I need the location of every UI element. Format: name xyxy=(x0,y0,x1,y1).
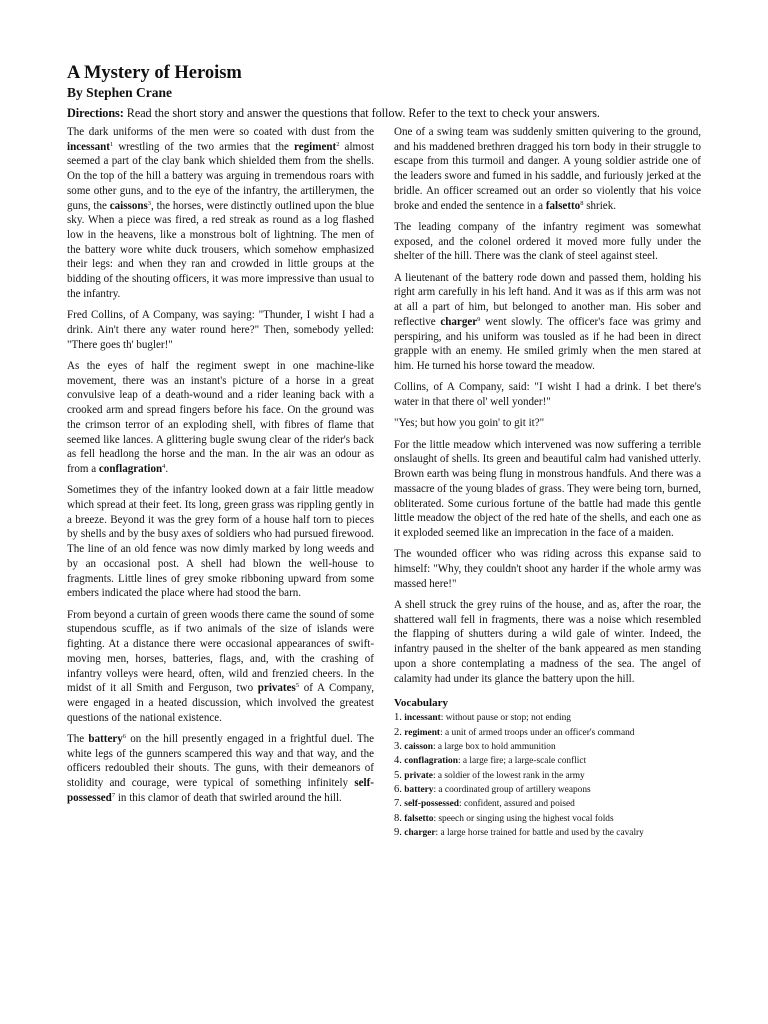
paragraph-text: As the eyes of half the regiment swept in one machine-like movement, there was an instant's picture of a horse in a great convulsive leap of a death-wound and a rider leaning back with a crooked arm and spread fingers before his face. On the ground was the crimson terror of an exploding shell, with fibres of flame that seemed like lances. A glittering bugle swung clear of the rider's back as fell headlong the horse and the man. In the air was an odour as from a xyxy=(67,359,374,475)
story-paragraph xyxy=(67,359,374,477)
vocabulary-word: incessant xyxy=(404,713,441,724)
vocabulary-number: 6. xyxy=(394,784,402,796)
vocabulary-number: 3. xyxy=(394,741,402,752)
story-paragraph xyxy=(394,598,701,686)
vocabulary-list xyxy=(394,711,701,840)
paragraph-text: A shell struck the grey ruins of the house, and as, after the roar, the shattered wall fell in fragments, there was a noise which resembled the flapping of shutters during a wild gale of winter. Indeed, the infantry paused in the shelter of the bank appeared as men standing upon a shore contemplating a madness of the sea. The angel of calamity had under its glance the battery upon the hill. xyxy=(394,599,701,685)
right-column xyxy=(394,125,701,840)
vocabulary-item xyxy=(394,826,701,840)
footnote-marker: 8 xyxy=(580,199,584,207)
directions xyxy=(67,105,701,121)
vocabulary-word: battery xyxy=(404,785,434,796)
vocabulary-item xyxy=(394,726,701,740)
footnote-marker: 1 xyxy=(109,140,114,148)
paragraph-text: From beyond a curtain of green woods there came the sound of some stupendous scuffle, as if two animals of the size of islands were fighting. At a distance there were occasional appearances of swift-moving men, horses, batteries, flags, and, with the crashing of infantry volleys were heard, often, wild and frenzied cheers. In the midst of it all Smith and Ferguson, two xyxy=(67,608,374,695)
vocabulary-term: conflagration xyxy=(98,463,163,475)
vocabulary-definition: : without pause or stop; not ending xyxy=(440,713,571,724)
story-author: By Stephen Crane xyxy=(67,85,173,100)
vocabulary-word: regiment xyxy=(404,727,441,738)
vocabulary-definition: : a large fire; a large-scale conflict xyxy=(457,756,587,767)
vocabulary-definition: : speech or singing using the highest vocal folds xyxy=(433,813,614,824)
vocabulary-word: self-possessed xyxy=(404,799,459,810)
vocabulary-title: Vocabulary xyxy=(394,697,448,710)
paragraph-text: A lieutenant of the battery rode down and passed them, holding his right arm carefully in his left hand. And it was as if this arm was not at all a part of him, but belonged to another man. His sober and reflective xyxy=(394,271,701,328)
vocabulary-number: 7. xyxy=(394,798,402,810)
vocabulary-term: privates xyxy=(257,682,296,695)
vocabulary-item xyxy=(394,783,701,797)
vocabulary-number: 1. xyxy=(394,712,402,724)
paragraph-text: The dark uniforms of the men were so coated with dust from the xyxy=(67,126,374,138)
story-columns xyxy=(67,125,701,840)
right-column-paragraphs xyxy=(394,125,701,686)
story-paragraph xyxy=(394,271,701,374)
vocabulary-term: caissons xyxy=(109,199,148,212)
paragraph-text: The leading company of the infantry regiment was somewhat exposed, and the colonel ordered it moved more fully under the shelter of the hill. There was the clank of steel against steel. xyxy=(394,220,701,263)
story-paragraph xyxy=(394,380,701,409)
vocabulary-number: 4. xyxy=(394,755,402,767)
paragraph-text: . xyxy=(165,463,169,475)
paragraph-text: shriek. xyxy=(583,199,616,212)
vocabulary-item xyxy=(394,711,701,725)
vocabulary-word: private xyxy=(404,770,433,781)
vocabulary-term: falsetto xyxy=(545,199,581,212)
story-paragraph xyxy=(67,308,374,352)
paragraph-text: The xyxy=(67,733,89,745)
footnote-marker: 2 xyxy=(336,140,340,148)
vocabulary-item xyxy=(394,812,701,826)
footnote-marker: 7 xyxy=(111,791,116,799)
vocabulary-definition: : a large horse trained for battle and used by the cavalry xyxy=(435,828,644,839)
paragraph-text: One of a swing team was suddenly smitten quivering to the ground, and his maddened brethren dragged his torn body in their struggle to escape from this turmoil and danger. A young soldier astride one of the leaders swore and fumed in his saddle, and furiously jerked at the bridle. An officer screamed out an order so violently that his voice broke and ended the sentence in a xyxy=(394,126,701,212)
story-paragraph xyxy=(67,125,374,302)
story-paragraph xyxy=(67,483,374,601)
vocabulary-term: charger xyxy=(440,315,478,328)
directions-text: Read the short story and answer the questions that follow. Refer to the text to check your answers. xyxy=(123,106,600,120)
paragraph-text: almost seemed a part of the clay bank which shielded them from the shells. On the top of the hill a battery was arguing in tremendous roars with some other guns, and to the eye of the infantry, the artillerymen, the guns, the xyxy=(67,140,375,212)
vocabulary-word: caisson xyxy=(404,742,433,752)
paragraph-text: "Yes; but how you goin' to git it?" xyxy=(394,417,545,430)
vocabulary-number: 5. xyxy=(394,769,402,781)
vocabulary-number: 9. xyxy=(394,827,402,839)
vocabulary-section xyxy=(394,696,701,840)
vocabulary-number: 8. xyxy=(394,812,402,824)
paragraph-text: in this clamor of death that swirled around the hill. xyxy=(115,791,342,804)
vocabulary-item xyxy=(394,754,701,768)
vocabulary-definition: : a coordinated group of artillery weapons xyxy=(433,785,591,796)
vocabulary-word: charger xyxy=(404,828,436,839)
paragraph-text: The wounded officer who was riding across this expanse said to himself: "Why, they couldn't shoot any harder if the whole army was massed here!" xyxy=(394,548,701,590)
vocabulary-definition: : a unit of armed troops under an officer's command xyxy=(440,727,635,738)
footnote-marker: 4 xyxy=(162,463,166,470)
vocabulary-definition: : a large box to hold ammunition xyxy=(432,742,556,752)
vocabulary-item xyxy=(394,769,701,783)
left-column xyxy=(67,125,374,840)
worksheet-page xyxy=(67,62,701,840)
footnote-marker: 9 xyxy=(477,315,481,323)
story-paragraph xyxy=(394,220,701,264)
paragraph-text: For the little meadow which intervened was now suffering a terrible onslaught of shells. Its green and beautiful calm had vanished utterly. Brown earth was being flung in monstrous handfuls. And there was a massacre of the young blades of grass. They were being torn, burned, obliterated. Some curious fortune of the battle had made this gentle little meadow the object of the red hate of the shells, and each one as it exploded seemed like an imprecation in the face of a maiden. xyxy=(394,438,701,539)
story-paragraph xyxy=(394,438,701,541)
paragraph-text: on the hill presently engaged in a frightful duel. The white legs of the gunners scampered this way and that way, and the officers redoubled their shouts. The guns, with their demeanors of stolidity and courage, were typical of something infinitely xyxy=(67,733,374,790)
vocabulary-number: 2. xyxy=(394,726,402,738)
story-paragraph xyxy=(67,608,374,726)
footnote-marker: 5 xyxy=(295,682,300,690)
story-paragraph xyxy=(67,732,374,806)
vocabulary-term: battery xyxy=(88,733,123,745)
vocabulary-word: falsetto xyxy=(404,813,434,824)
story-paragraph xyxy=(394,547,701,591)
directions-label: Directions: xyxy=(67,106,124,120)
story-paragraph xyxy=(394,416,701,431)
paragraph-text: went slowly. The officer's face was grimy and perspiring, and his uniform was tousled as if he had been in direct grapple with an enemy. He smiled grimly when the men stared at him. He turned his horse toward the meadow. xyxy=(394,315,701,372)
vocabulary-item xyxy=(394,740,701,754)
vocabulary-definition: : confident, assured and poised xyxy=(459,799,575,810)
footnote-marker: 3 xyxy=(147,199,152,207)
story-title: A Mystery of Heroism xyxy=(67,63,242,83)
vocabulary-definition: : a soldier of the lowest rank in the army xyxy=(432,770,585,781)
story-paragraph xyxy=(394,125,701,213)
paragraph-text: , the horses, were distinctly outlined upon the blue sky. When a piece was fired, a red streak as round as a log flashed low in the heavens, like a monstrous bolt of lightning. The men of the battery wore white duck trousers, which somehow emphasized their legs: and when they ran and crowded in little groups at the bidding of the shouting officers, it was more impressive than usual to the infantry. xyxy=(67,199,375,300)
paragraph-text: wrestling of the two armies that the xyxy=(113,140,295,153)
vocabulary-item xyxy=(394,797,701,811)
paragraph-text: Collins, of A Company, said: "I wisht I had a drink. I bet there's water in that there ol' well yonder!" xyxy=(394,381,701,408)
vocabulary-term: incessant xyxy=(67,140,110,153)
vocabulary-term: self-possessed xyxy=(67,777,374,804)
paragraph-text: Sometimes they of the infantry looked down at a fair little meadow which spread at their feet. Its long, green grass was rippling gently in a breeze. Beyond it was the grey form of a house half torn to pieces by shells and by the busy axes of soldiers who had pursued firewood. The line of an old fence was now dimly marked by long weeds and by an occasional post. A shell had blown the well-house to fragments. Little lines of grey smoke ribboning upward from some embers indicated the place where had stood the barn. xyxy=(67,484,374,600)
vocabulary-term: regiment xyxy=(294,140,337,153)
paragraph-text: Fred Collins, of A Company, was saying: "Thunder, I wisht I had a drink. Ain't there any water round here?" Then, somebody yelled: "There goes th' bugler!" xyxy=(67,309,374,351)
vocabulary-word: conflagration xyxy=(404,756,458,767)
paragraph-text: of A Company, were engaged in a heated discussion, which involved the greatest questions of the national existence. xyxy=(67,682,374,724)
footnote-marker: 6 xyxy=(122,733,127,740)
